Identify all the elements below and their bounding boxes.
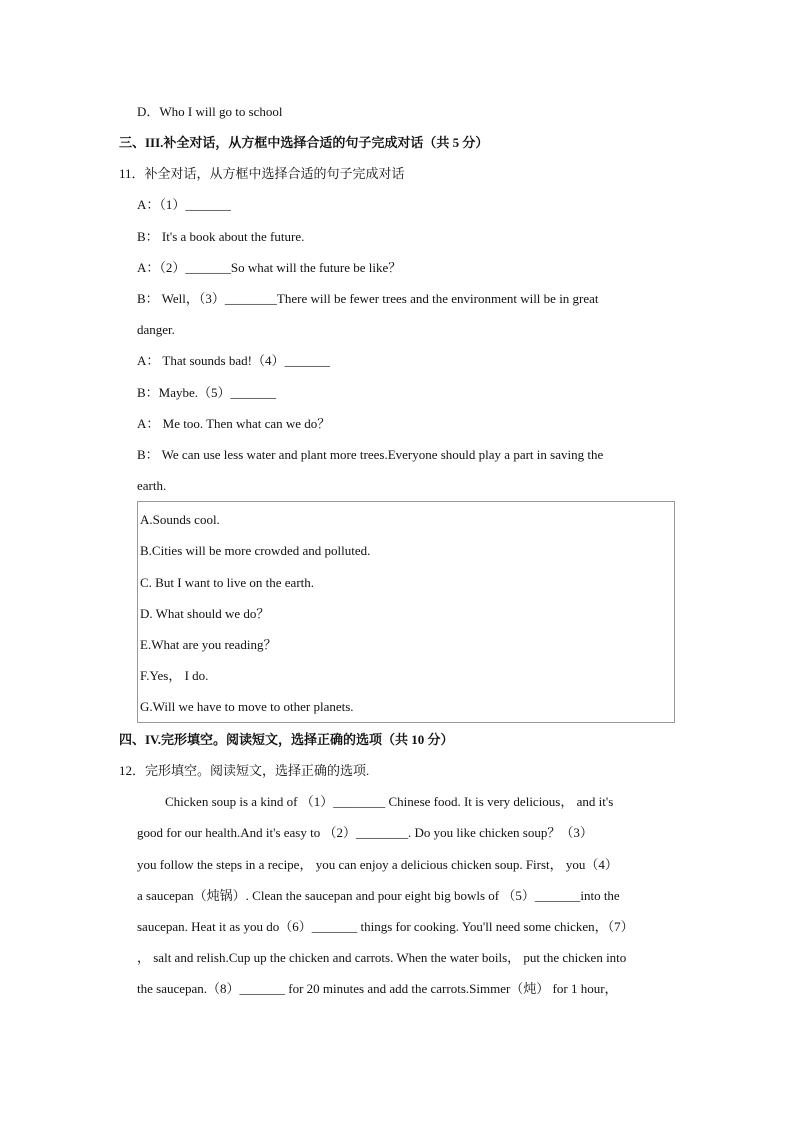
dialogue-line-10: earth. xyxy=(137,478,167,493)
passage-line-2: good for our health.And it's easy to （2）________. Do you like chicken soup？（3） xyxy=(137,825,593,840)
dialogue-line-9: B： We can use less water and plant more trees.Everyone should play a part in saving the xyxy=(137,447,604,462)
passage-line-1: Chicken soup is a kind of （1）________ Chinese food. It is very delicious， and it's xyxy=(165,794,614,809)
option-c: C. But I want to live on the earth. xyxy=(140,575,315,590)
option-d-box: D. What should we do？ xyxy=(140,606,270,621)
dialogue-line-7: B：Maybe.（5）_______ xyxy=(137,385,277,400)
option-f: F.Yes， I do. xyxy=(140,668,209,683)
dialogue-line-6: A： That sounds bad!（4）_______ xyxy=(137,353,330,368)
dialogue-line-5: danger. xyxy=(137,322,175,337)
passage-line-6: ， salt and relish.Cup up the chicken and carrots. When the water boils， put the chicken into xyxy=(137,950,627,965)
passage-line-7: the saucepan.（8）_______ for 20 minutes and add the carrots.Simmer（炖） for 1 hour， xyxy=(137,981,618,996)
dialogue-line-2: B： It's a book about the future. xyxy=(137,229,305,244)
options-box xyxy=(137,501,675,723)
passage-line-5: saucepan. Heat it as you do（6）_______ things for cooking. You'll need some chicken，（7） xyxy=(137,919,634,934)
dialogue-line-3: A：（2）_______So what will the future be like？ xyxy=(137,260,402,275)
dialogue-line-4: B： Well，（3）________There will be fewer trees and the environment will be in great xyxy=(137,291,599,306)
dialogue-line-8: A： Me too. Then what can we do？ xyxy=(137,416,331,431)
passage-line-4: a saucepan（炖锅）. Clean the saucepan and pour eight big bowls of （5）_______into the xyxy=(137,888,620,903)
question-11: 11．补全对话，从方框中选择合适的句子完成对话 xyxy=(119,166,405,181)
section-3-heading: 三、III.补全对话，从方框中选择合适的句子完成对话（共 5 分） xyxy=(119,135,489,150)
option-g: G.Will we have to move to other planets. xyxy=(140,699,354,714)
passage-line-3: you follow the steps in a recipe， you can enjoy a delicious chicken soup. First， you（4） xyxy=(137,857,618,872)
option-e: E.What are you reading？ xyxy=(140,637,277,652)
option-b: B.Cities will be more crowded and polluted. xyxy=(140,543,371,558)
question-12: 12．完形填空。阅读短文，选择正确的选项. xyxy=(119,763,370,778)
option-d: D．Who I will go to school xyxy=(137,104,283,119)
section-4-heading: 四、IV.完形填空。阅读短文，选择正确的选项（共 10 分） xyxy=(119,732,454,747)
dialogue-line-1: A：（1）_______ xyxy=(137,197,231,212)
option-a: A.Sounds cool. xyxy=(140,512,220,527)
